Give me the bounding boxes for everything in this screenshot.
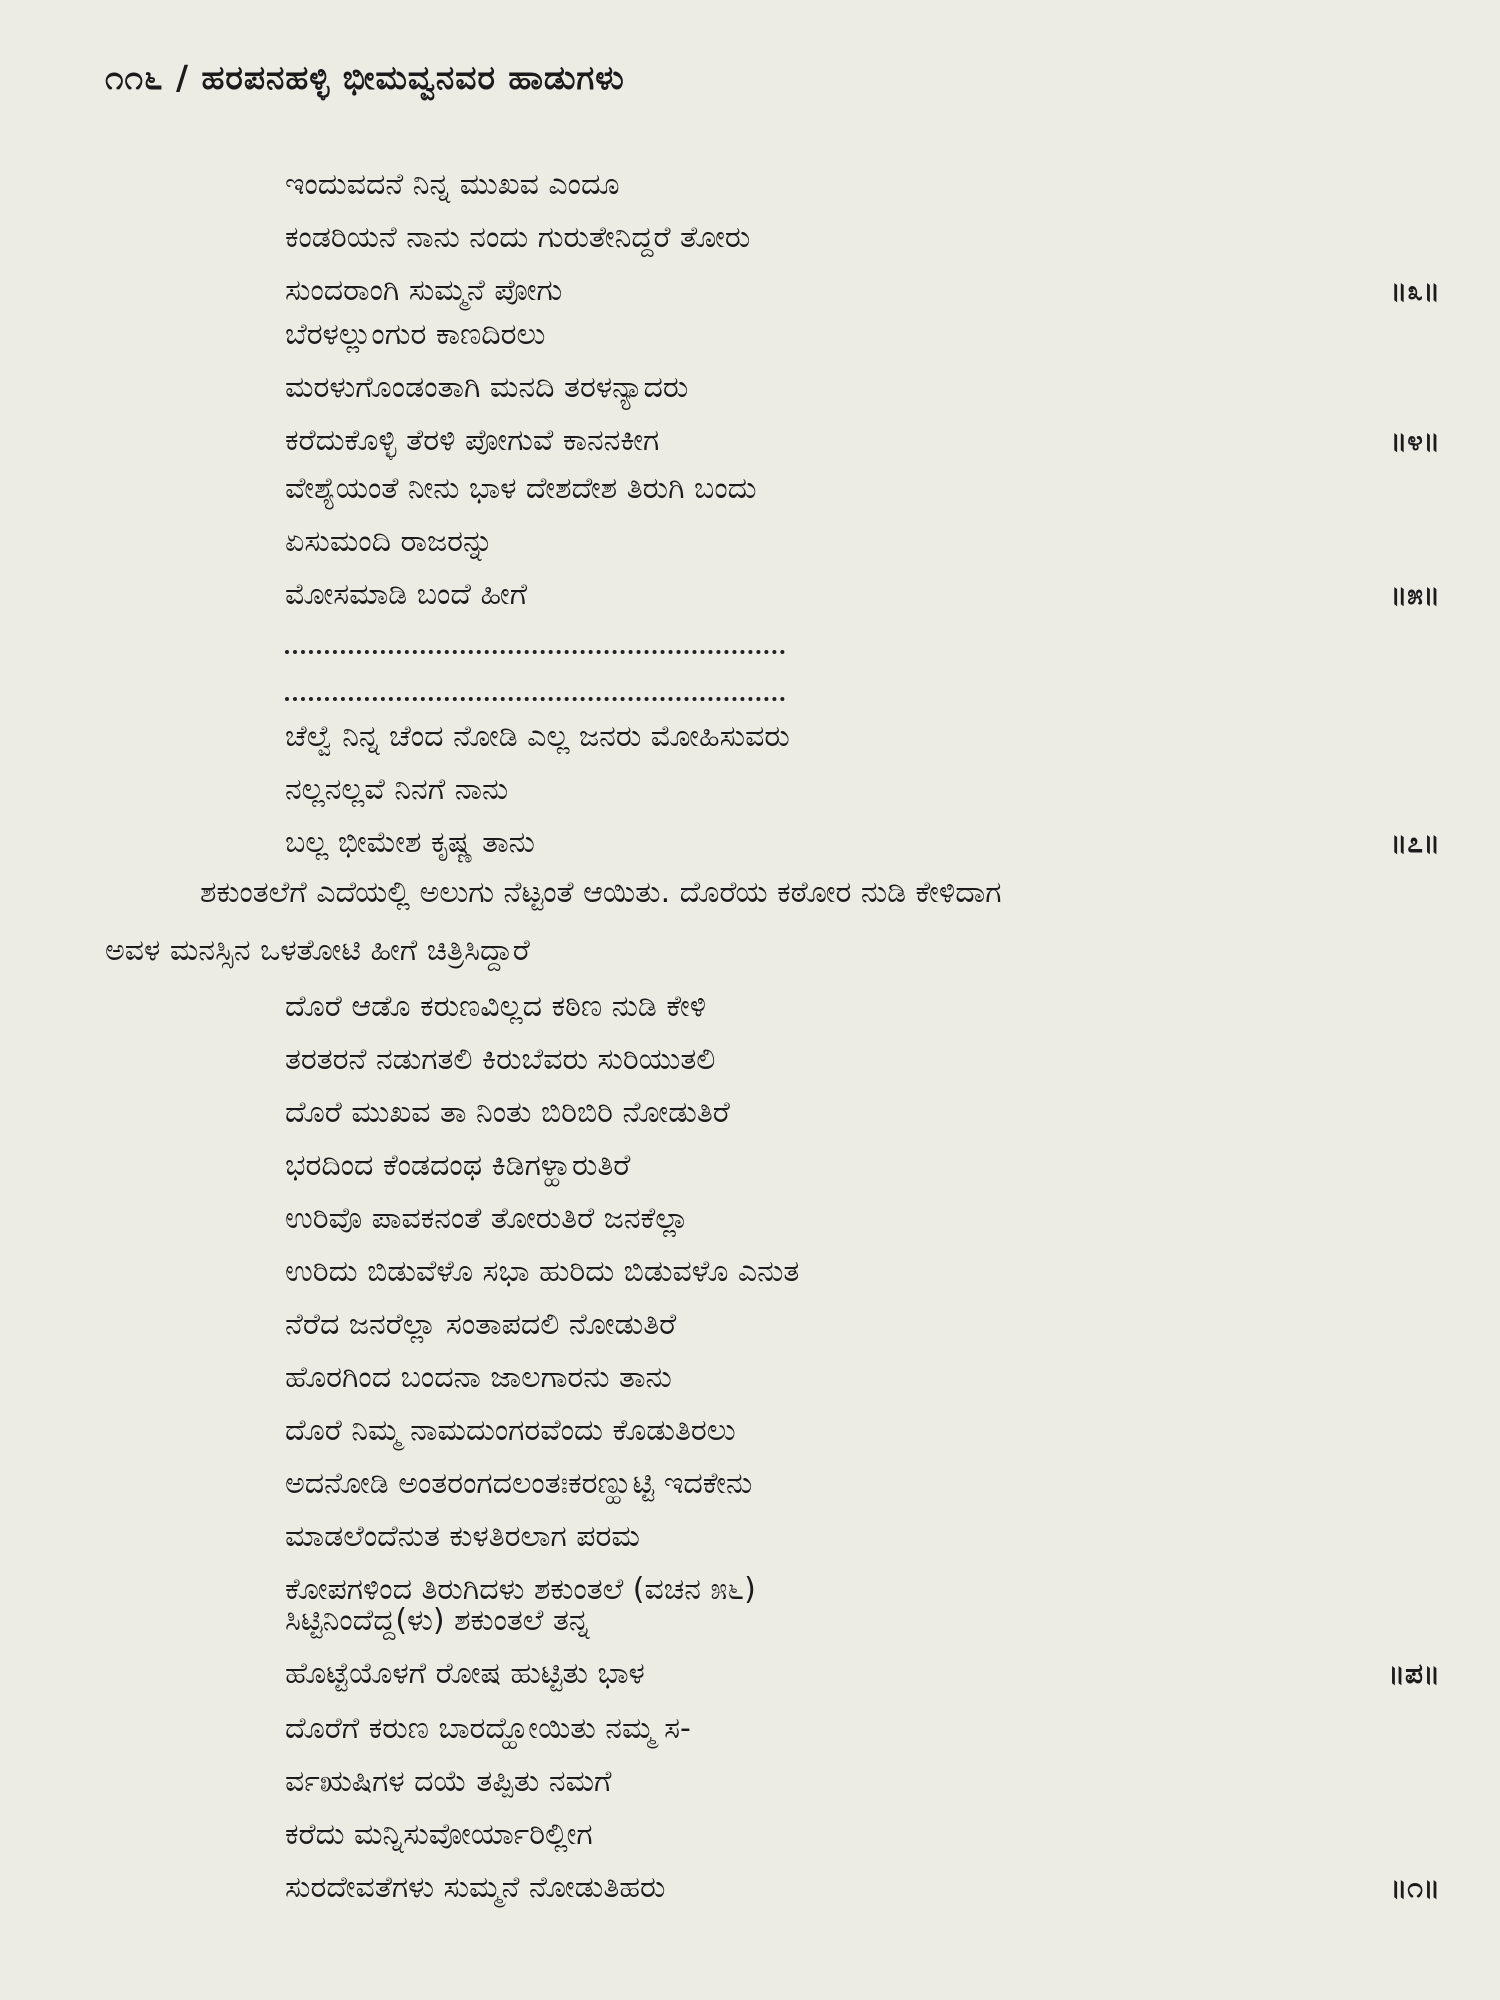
verse-line	[285, 414, 1445, 467]
verse-line-text: ಬಲ್ಲ ಭೀಮೇಶ ಕೃಷ್ಣ ತಾನು	[285, 825, 535, 860]
verse-line: ವೇಶ್ಯೆಯಂತೆ ನೀನು ಭಾಳ ದೇಶದೇಶ ತಿರುಗಿ ಬಂದು	[285, 471, 757, 506]
verse-line	[285, 1861, 1445, 1914]
verse-line-text: ಸುರದೇವತೆಗಳು ಸುಮ್ಮನೆ ನೋಡುತಿಹರು	[285, 1870, 666, 1905]
dotted-divider	[285, 650, 785, 654]
verse-line: ಮರಳುಗೊಂಡಂತಾಗಿ ಮನದಿ ತರಳನ್ಯಾದರು	[285, 370, 689, 405]
verse-line: ಇಂದುವದನೆ ನಿನ್ನ ಮುಖವ ಎಂದೂ	[285, 167, 620, 202]
stanza-3	[285, 158, 1445, 317]
refrain-stanza	[285, 1594, 1445, 1700]
dotted-divider	[285, 697, 785, 701]
verse-line: ಕೋಪಗಳಿಂದ ತಿರುಗಿದಳು ಶಕುಂತಲೆ (ವಚನ ೫೬)	[285, 1572, 756, 1607]
verse-line: ಬೆರಳಲ್ಲುಂಗುರ ಕಾಣದಿರಲು	[285, 317, 546, 352]
stanza-number: ॥೩॥	[1390, 274, 1440, 307]
verse-line: ಕಂಡರಿಯನೆ ನಾನು ನಂದು ಗುರುತೇನಿದ್ದರೆ ತೋರು	[285, 220, 751, 255]
verse-line: ನಲ್ಲನಲ್ಲವೆ ನಿನಗೆ ನಾನು	[285, 772, 509, 807]
verse-line: ದೊರೆ ಮುಖವ ತಾ ನಿಂತು ಬಿರಿಬಿರಿ ನೋಡುತಿರೆ	[285, 1095, 730, 1130]
stanza-number: ॥೧॥	[1390, 1871, 1440, 1904]
verse-line	[285, 816, 1445, 869]
stanza-1	[285, 1702, 1445, 1914]
page-number: ೧೧೬	[105, 58, 164, 97]
verse-line: ರ್ವಋಷಿಗಳ ದಯೆ ತಪ್ಪಿತು ನಮಗೆ	[285, 1764, 612, 1799]
verse-line-text: ಹೊಟ್ಟೆಯೊಳಗೆ ರೋಷ ಹುಟ್ಟಿತು ಭಾಳ	[285, 1656, 645, 1691]
stanza-number: ॥೭॥	[1390, 826, 1440, 859]
verse-line: ದೊರೆ ನಿಮ್ಮ ನಾಮದುಂಗರವೆಂದು ಕೊಡುತಿರಲು	[285, 1413, 736, 1448]
verse-line: ಕರೆದು ಮನ್ನಿಸುವೋರ್ಯಾರಿಲ್ಲೀಗ	[285, 1817, 593, 1852]
verse-line	[285, 1647, 1445, 1700]
stanza-number: ॥೪॥	[1390, 424, 1440, 457]
verse-line: ಹೊರಗಿಂದ ಬಂದನಾ ಜಾಲಗಾರನು ತಾನು	[285, 1360, 672, 1395]
prose-line: ಶಕುಂತಲೆಗೆ ಎದೆಯಲ್ಲಿ ಅಲುಗು ನೆಟ್ಟಂತೆ ಆಯಿತು. ದೊರೆಯ ಕಠೋರ ನುಡಿ ಕೇಳಿದಾಗ	[200, 875, 1002, 910]
page-header	[105, 58, 625, 98]
verse-block	[285, 980, 1445, 1616]
stanza-number: ॥೫॥	[1390, 578, 1440, 611]
stanza-number: ॥ಪ॥	[1387, 1657, 1440, 1690]
verse-line: ನೆರೆದ ಜನರೆಲ್ಲಾ ಸಂತಾಪದಲಿ ನೋಡುತಿರೆ	[285, 1307, 677, 1342]
verse-line: ಸಿಟ್ಟಿನಿಂದೆದ್ದ(ಳು) ಶಕುಂತಲೆ ತನ್ನ	[285, 1603, 590, 1638]
verse-line: ದೊರೆಗೆ ಕರುಣ ಬಾರದ್ಹೋಯಿತು ನಮ್ಮ ಸ-	[285, 1711, 691, 1746]
verse-line: ತರತರನೆ ನಡುಗತಲಿ ಕಿರುಬೆವರು ಸುರಿಯುತಲಿ	[285, 1042, 716, 1077]
verse-line-text: ಮೋಸಮಾಡಿ ಬಂದೆ ಹೀಗೆ	[285, 577, 528, 612]
verse-line: ಉರಿದು ಬಿಡುವೆಳೊ ಸಭಾ ಹುರಿದು ಬಿಡುವಳೊ ಎನುತ	[285, 1254, 800, 1289]
verse-line	[285, 568, 1445, 621]
verse-line-text: ಸುಂದರಾಂಗಿ ಸುಮ್ಮನೆ ಪೋಗು	[285, 273, 563, 308]
prose-paragraph	[105, 864, 1445, 980]
verse-line: ಅದನೋಡಿ ಅಂತರಂಗದಲಂತಃಕರಣ್ಹುಟ್ಟಿ ಇದಕೇನು	[285, 1466, 753, 1501]
verse-line: ಮಾಡಲೆಂದೆನುತ ಕುಳತಿರಲಾಗ ಪರಮ	[285, 1519, 640, 1554]
stanza-4	[285, 308, 1445, 467]
book-title: ಹರಪನಹಳ್ಳಿ ಭೀಮವ್ವನವರ ಹಾಡುಗಳು	[201, 58, 625, 97]
verse-line: ದೊರೆ ಆಡೊ ಕರುಣವಿಲ್ಲದ ಕಠಿಣ ನುಡಿ ಕೇಳಿ	[285, 989, 707, 1024]
verse-line: ಉರಿವೊ ಪಾವಕನಂತೆ ತೋರುತಿರೆ ಜನಕೆಲ್ಲಾ	[285, 1201, 689, 1236]
prose-line: ಅವಳ ಮನಸ್ಸಿನ ಒಳತೋಟಿ ಹೀಗೆ ಚಿತ್ರಿಸಿದ್ದಾರೆ	[105, 933, 530, 968]
verse-line: ಭರದಿಂದ ಕೆಂಡದಂಥ ಕಿಡಿಗಳ್ಹಾರುತಿರೆ	[285, 1148, 631, 1183]
verse-line: ಏಸುಮಂದಿ ರಾಜರನ್ನು	[285, 524, 494, 559]
verse-line: ಚೆಲ್ವೆ ನಿನ್ನ ಚೆಂದ ನೋಡಿ ಎಲ್ಲ ಜನರು ಮೋಹಿಸುವರು	[285, 719, 790, 754]
stanza-7	[285, 710, 1445, 869]
header-separator: /	[175, 58, 190, 97]
stanza-5	[285, 462, 1445, 621]
verse-line-text: ಕರೆದುಕೊಳ್ಳಿ ತೆರಳಿ ಪೋಗುವೆ ಕಾನನಕೀಗ	[285, 423, 660, 458]
